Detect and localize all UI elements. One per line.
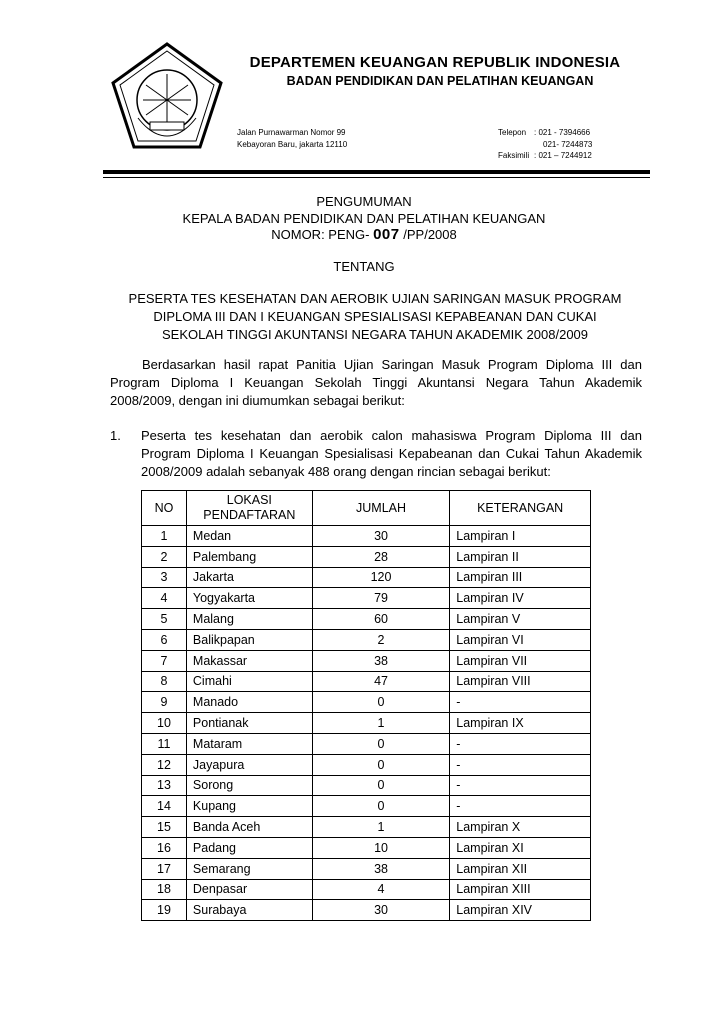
cell-keterangan: - [450,754,591,775]
cell-jumlah: 4 [312,879,450,900]
cell-jumlah: 0 [312,754,450,775]
cell-lokasi: Padang [186,837,312,858]
cell-keterangan: - [450,775,591,796]
table-row [142,775,591,796]
announcement-issuer: KEPALA BADAN PENDIDIKAN DAN PELATIHAN KEUANGAN [182,211,546,226]
cell-no: 10 [142,713,187,734]
table-row [142,858,591,879]
announcement-number [0,226,728,243]
phone-number-2: 021- 7244873 [543,140,593,149]
announcement-heading: PENGUMUMAN [316,194,412,209]
cell-no: 18 [142,879,187,900]
item-1-number: 1. [110,428,121,443]
cell-no: 12 [142,754,187,775]
announcement-subject [100,290,650,344]
agency-name: BADAN PENDIDIKAN DAN PELATIHAN KEUANGAN [286,74,594,88]
header-keterangan: KETERANGAN [450,491,591,526]
number-suffix: /PP/2008 [403,227,457,242]
number-prefix: NOMOR: PENG- [271,227,370,242]
cell-keterangan: Lampiran III [450,567,591,588]
cell-jumlah: 120 [312,567,450,588]
cell-keterangan: - [450,692,591,713]
table-row [142,900,591,921]
header-no: NO [142,491,187,526]
phone-label: Telepon [498,128,527,137]
cell-keterangan: - [450,796,591,817]
item-1-text: Peserta tes kesehatan dan aerobik calon mahasiswa Program Diploma III dan Program Diploma I Keuangan Spesialisasi Kepabeanan dan Cukai Tahun Akademik 2008/2009 adalah sebanyak 488 orang dengan rincian sebagai berikut: [141,428,642,479]
cell-lokasi: Mataram [186,733,312,754]
fax-label: Faksimili [498,151,530,160]
cell-keterangan: Lampiran I [450,526,591,547]
cell-lokasi: Malang [186,609,312,630]
subject-line-1: PESERTA TES KESEHATAN DAN AEROBIK UJIAN SARINGAN MASUK PROGRAM [128,291,622,306]
cell-no: 16 [142,837,187,858]
cell-jumlah: 47 [312,671,450,692]
cell-jumlah: 1 [312,817,450,838]
subject-line-3: SEKOLAH TINGGI AKUNTANSI NEGARA TAHUN AKADEMIK 2008/2009 [161,327,589,342]
cell-jumlah: 0 [312,733,450,754]
cell-no: 13 [142,775,187,796]
cell-keterangan: Lampiran VIII [450,671,591,692]
cell-no: 1 [142,526,187,547]
table-row [142,588,591,609]
announcement-about: TENTANG [333,259,395,274]
cell-lokasi: Yogyakarta [186,588,312,609]
ministry-name: DEPARTEMEN KEUANGAN REPUBLIK INDONESIA [249,54,621,71]
registration-table [141,490,591,921]
table-row [142,671,591,692]
cell-keterangan: Lampiran XI [450,837,591,858]
cell-lokasi: Medan [186,526,312,547]
cell-jumlah: 30 [312,900,450,921]
cell-keterangan: Lampiran XIII [450,879,591,900]
address-line-2: Kebayoran Baru, jakarta 12110 [237,140,348,149]
cell-lokasi: Sorong [186,775,312,796]
cell-jumlah: 0 [312,775,450,796]
cell-no: 8 [142,671,187,692]
cell-lokasi: Semarang [186,858,312,879]
cell-keterangan: Lampiran X [450,817,591,838]
table-row [142,837,591,858]
table-row [142,879,591,900]
table-row [142,713,591,734]
cell-no: 3 [142,567,187,588]
cell-jumlah: 30 [312,526,450,547]
table-row [142,817,591,838]
cell-lokasi: Manado [186,692,312,713]
header-lokasi-line-2: PENDAFTARAN [203,508,296,522]
cell-lokasi: Palembang [186,546,312,567]
cell-no: 14 [142,796,187,817]
address-line-1: Jalan Purnawarman Nomor 99 [237,128,346,137]
cell-jumlah: 38 [312,858,450,879]
cell-keterangan: Lampiran VI [450,629,591,650]
cell-lokasi: Surabaya [186,900,312,921]
cell-jumlah: 0 [312,692,450,713]
cell-lokasi: Jayapura [186,754,312,775]
cell-keterangan: Lampiran VII [450,650,591,671]
cell-lokasi: Cimahi [186,671,312,692]
cell-keterangan: Lampiran II [450,546,591,567]
cell-lokasi: Makassar [186,650,312,671]
intro-paragraph: Berdasarkan hasil rapat Panitia Ujian Saringan Masuk Program Diploma III dan Program Diploma I Keuangan Sekolah Tinggi Akuntansi Negara Tahun Akademik 2008/2009, dengan ini diumumkan sebagai berikut: [110,357,642,408]
table-row [142,567,591,588]
table-row [142,629,591,650]
cell-jumlah: 1 [312,713,450,734]
cell-lokasi: Pontianak [186,713,312,734]
table-row [142,650,591,671]
cell-no: 6 [142,629,187,650]
header-lokasi-line-1: LOKASI [226,493,272,507]
cell-keterangan: Lampiran XIV [450,900,591,921]
cell-no: 4 [142,588,187,609]
cell-no: 15 [142,817,187,838]
header-jumlah: JUMLAH [312,491,450,526]
letterhead-divider-thick [103,170,650,174]
cell-lokasi: Kupang [186,796,312,817]
number-value: 007 [373,226,400,243]
cell-lokasi: Denpasar [186,879,312,900]
cell-no: 9 [142,692,187,713]
cell-jumlah: 28 [312,546,450,567]
cell-lokasi: Balikpapan [186,629,312,650]
cell-jumlah: 0 [312,796,450,817]
cell-keterangan: Lampiran IV [450,588,591,609]
cell-lokasi: Banda Aceh [186,817,312,838]
cell-jumlah: 60 [312,609,450,630]
cell-no: 7 [142,650,187,671]
table-row [142,733,591,754]
cell-jumlah: 2 [312,629,450,650]
table-header-row [142,491,591,526]
cell-keterangan: Lampiran V [450,609,591,630]
cell-jumlah: 79 [312,588,450,609]
letterhead-divider-thin [103,177,650,178]
cell-jumlah: 10 [312,837,450,858]
cell-jumlah: 38 [312,650,450,671]
header-lokasi [186,491,312,526]
subject-line-2: DIPLOMA III DAN I KEUANGAN SPESIALISASI KEPABEANAN DAN CUKAI [153,309,597,324]
table-row [142,754,591,775]
cell-keterangan: Lampiran XII [450,858,591,879]
cell-no: 17 [142,858,187,879]
fax-number: : 021 – 7244912 [534,151,592,160]
cell-no: 5 [142,609,187,630]
table-row [142,796,591,817]
table-row [142,609,591,630]
cell-no: 2 [142,546,187,567]
table-row [142,546,591,567]
cell-keterangan: Lampiran IX [450,713,591,734]
table-row [142,526,591,547]
cell-no: 11 [142,733,187,754]
cell-no: 19 [142,900,187,921]
cell-lokasi: Jakarta [186,567,312,588]
phone-number-1: : 021 - 7394666 [534,128,591,137]
table-row [142,692,591,713]
cell-keterangan: - [450,733,591,754]
